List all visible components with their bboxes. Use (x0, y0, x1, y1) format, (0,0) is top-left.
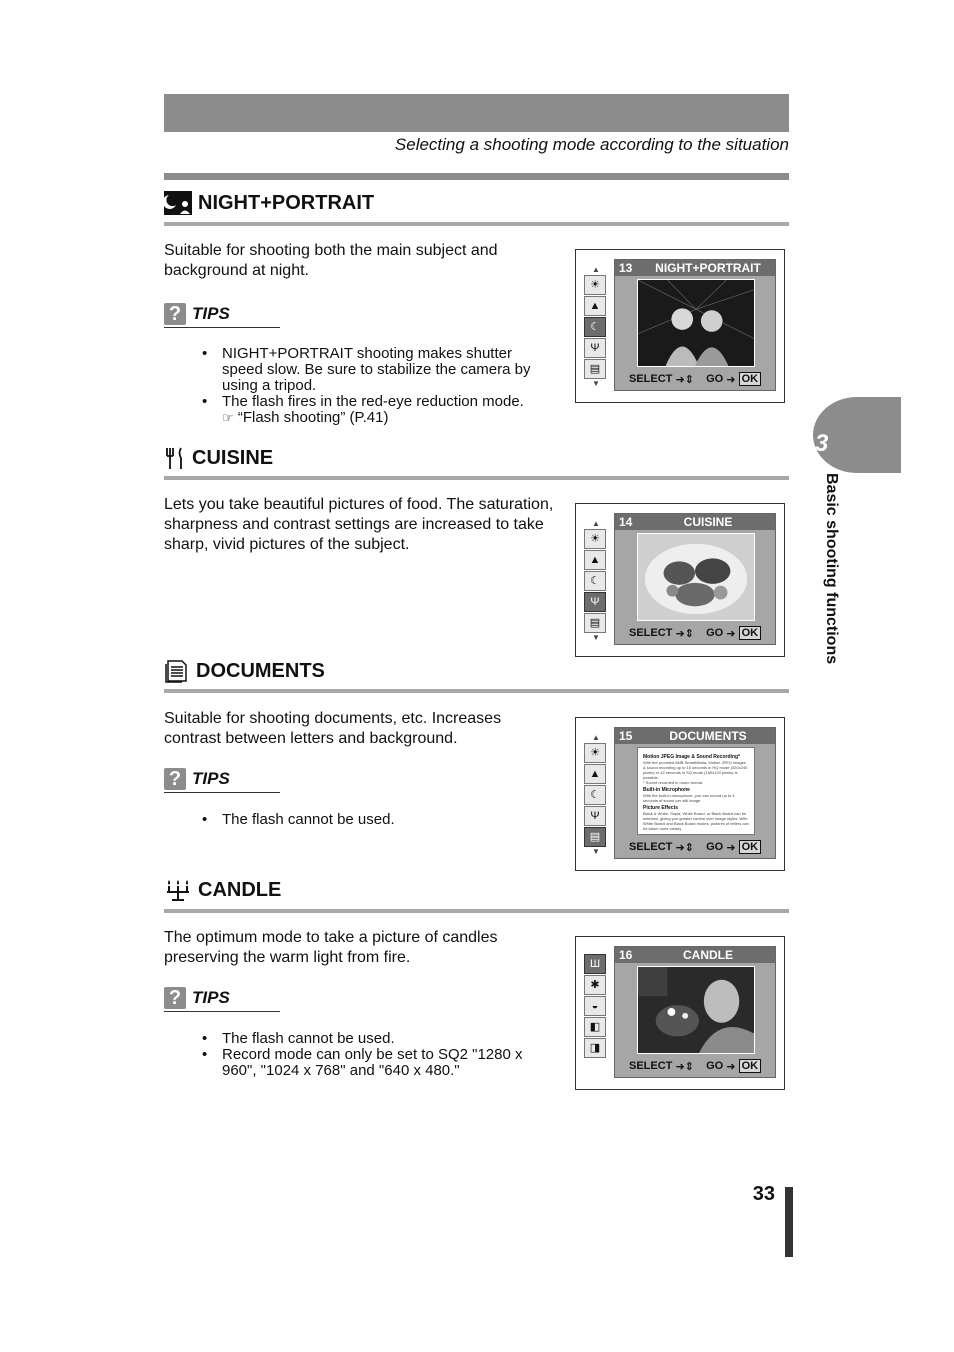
question-icon: ? (164, 768, 186, 790)
list-item (202, 394, 542, 426)
up-arrow-icon: ▲ (592, 519, 600, 528)
cuisine-icon (164, 446, 186, 470)
tips-label: TIPS (192, 304, 230, 323)
cuisine-icon: Ψ (584, 806, 606, 826)
mode-label: NIGHT+PORTRAIT (655, 261, 761, 275)
sunset-icon: ◒ (584, 996, 606, 1016)
documents-body: Suitable for shooting documents, etc. Increases contrast between letters and background. (164, 710, 502, 747)
landscape-icon: ▲ (584, 296, 606, 316)
select-label: SELECT (629, 373, 673, 385)
mode-number: 15 (619, 729, 633, 743)
cuisine-title: CUISINE (192, 446, 274, 469)
landscape-icon: ▲ (584, 550, 606, 570)
go-label: GO (706, 373, 724, 385)
doc-text: * Sound recorded in mono format. (643, 780, 704, 785)
tips-heading (164, 303, 280, 328)
documents-icon (164, 659, 190, 683)
section-rule (164, 909, 789, 913)
tip-text: The flash fires in the red-eye reduction mode. (222, 393, 524, 410)
documents-title: DOCUMENTS (196, 659, 325, 682)
landscape-icon: ▲ (584, 764, 606, 784)
documents-icon: ▤ (584, 359, 606, 379)
list-item: • Record mode can only be set to SQ2 "1280 x 960", "1024 x 768" and "640 x 480." (202, 1047, 542, 1079)
screen-footer (629, 1059, 761, 1073)
screen-footer (629, 372, 761, 386)
doc-text: With the provided 8MB SmartMedia, Motion JPEG images & sound recording up to 15 seconds in HQ mode (320x240 pixels) or 42 seconds in SQ mode (160x120 pixels) is possible. (643, 760, 748, 780)
self-portrait-icon: ◧ (584, 1017, 606, 1037)
select-label: SELECT (629, 841, 673, 853)
section-title-documents (164, 659, 325, 683)
header-subtitle: Selecting a shooting mode according to the situation (394, 135, 789, 154)
document-photo (637, 747, 755, 835)
documents-icon: ▤ (584, 613, 606, 633)
lcd-screen (614, 946, 776, 1078)
candle-photo (637, 966, 755, 1054)
landscape-portrait-icon: ☀ (584, 275, 606, 295)
night-portrait-icon: ☾ (584, 571, 606, 591)
night-portrait-tips-list (202, 346, 542, 426)
camera-screen-candle (575, 936, 785, 1090)
candle-tips-list (202, 1031, 542, 1079)
screen-title (615, 728, 775, 744)
mode-number: 14 (619, 515, 633, 529)
doc-heading: Motion JPEG Image & Sound Recording* (643, 754, 740, 760)
arrow-right-icon: ➜ (723, 1060, 739, 1073)
fireworks-icon: ✱ (584, 975, 606, 995)
screen-title (615, 260, 775, 276)
tips-label: TIPS (192, 769, 230, 788)
tips-label: TIPS (192, 988, 230, 1007)
candle-icon (164, 878, 192, 902)
candle-body: The optimum mode to take a picture of candles preserving the warm light from fire. (164, 929, 498, 966)
page-number-bar (785, 1187, 793, 1257)
arrow-right-icon: ➜ (723, 373, 739, 386)
ok-badge: OK (739, 840, 762, 854)
doc-text: With the built-in microphone, you can record up to 4 seconds of sound per still image. (643, 793, 735, 803)
header-rule (164, 173, 789, 180)
camera-screen-cuisine (575, 503, 785, 657)
doc-heading: Picture Effects (643, 805, 679, 811)
section-rule (164, 222, 789, 226)
go-label: GO (706, 627, 724, 639)
behind-glass-icon: ◨ (584, 1038, 606, 1058)
screen-title (615, 514, 775, 530)
mode-label: DOCUMENTS (669, 729, 747, 743)
question-icon: ? (164, 303, 186, 325)
list-item: • NIGHT+PORTRAIT shooting makes shutter speed slow. Be sure to stabilize the camera by using a tripod. (202, 346, 542, 394)
tips-heading (164, 987, 280, 1012)
arrow-right-icon: ➜ (723, 627, 739, 640)
section-title-night-portrait (164, 191, 374, 215)
go-label: GO (706, 1060, 724, 1072)
ok-badge: OK (739, 626, 762, 640)
list-item: • The flash cannot be used. (202, 812, 542, 828)
mode-label: CUISINE (683, 515, 733, 529)
night-portrait-title: NIGHT+PORTRAIT (198, 191, 375, 214)
mode-rail (584, 734, 608, 856)
mode-label: CANDLE (683, 948, 733, 962)
reference-icon: ☞ (222, 410, 234, 425)
arrow-right-icon: ➜⇕ (672, 627, 707, 640)
up-arrow-icon: ▲ (592, 265, 600, 274)
up-arrow-icon: ▲ (592, 733, 600, 742)
camera-screen-documents (575, 717, 785, 871)
go-label: GO (706, 841, 724, 853)
cross-reference: “Flash shooting” (P.41) (237, 409, 389, 426)
night-portrait-icon: ☾ (584, 317, 606, 337)
lcd-screen (614, 259, 776, 391)
night-portrait-icon (164, 191, 192, 215)
mode-rail (584, 266, 608, 388)
night-portrait-icon: ☾ (584, 785, 606, 805)
arrow-right-icon: ➜ (723, 841, 739, 854)
page-number: 33 (752, 1183, 775, 1205)
chapter-label: Basic shooting functions (823, 473, 840, 665)
night-portrait-body: Suitable for shooting both the main subject and background at night. (164, 242, 498, 279)
section-rule (164, 689, 789, 693)
ok-badge: OK (739, 1059, 762, 1073)
tips-heading (164, 768, 280, 793)
mode-number: 13 (619, 261, 633, 275)
down-arrow-icon: ▼ (592, 633, 600, 642)
landscape-portrait-icon: ☀ (584, 743, 606, 763)
landscape-portrait-icon: ☀ (584, 529, 606, 549)
cuisine-icon: Ψ (584, 592, 606, 612)
down-arrow-icon: ▼ (592, 847, 600, 856)
screen-title (615, 947, 775, 963)
candle-title: CANDLE (198, 878, 282, 901)
list-item: • The flash cannot be used. (202, 1031, 542, 1047)
mode-rail (584, 953, 608, 1059)
section-rule (164, 476, 789, 480)
screen-footer (629, 626, 761, 640)
arrow-right-icon: ➜⇕ (672, 373, 707, 386)
select-label: SELECT (629, 1060, 673, 1072)
arrow-right-icon: ➜⇕ (672, 1060, 707, 1073)
doc-heading: Built-in Microphone (643, 787, 690, 793)
mode-number: 16 (619, 948, 633, 962)
camera-screen-night-portrait (575, 249, 785, 403)
candle-icon: Ш (584, 954, 606, 974)
mode-rail (584, 520, 608, 642)
lcd-screen (614, 513, 776, 645)
lcd-screen (614, 727, 776, 859)
select-label: SELECT (629, 627, 673, 639)
cuisine-icon: Ψ (584, 338, 606, 358)
screen-footer (629, 840, 761, 854)
chapter-number: 3 (815, 430, 829, 457)
arrow-right-icon: ➜⇕ (672, 841, 707, 854)
cuisine-photo (637, 533, 755, 621)
section-title-candle (164, 878, 281, 902)
question-icon: ? (164, 987, 186, 1009)
documents-icon: ▤ (584, 827, 606, 847)
documents-tips-list (202, 812, 542, 828)
doc-text: Black & White, Sepia, White Board, or Black Board can be selected, giving you greater control over image styles. With White Board and Black Board modes, pictures of letters can be taken more clearly. (643, 811, 749, 831)
down-arrow-icon: ▼ (592, 379, 600, 388)
cuisine-body: Lets you take beautiful pictures of food. The saturation, sharpness and contrast settings are increased to take sharp, vivid pictures of the subject. (164, 496, 554, 553)
header-bar (164, 94, 789, 132)
ok-badge: OK (739, 372, 762, 386)
night-portrait-photo (637, 279, 755, 367)
section-title-cuisine (164, 446, 273, 470)
